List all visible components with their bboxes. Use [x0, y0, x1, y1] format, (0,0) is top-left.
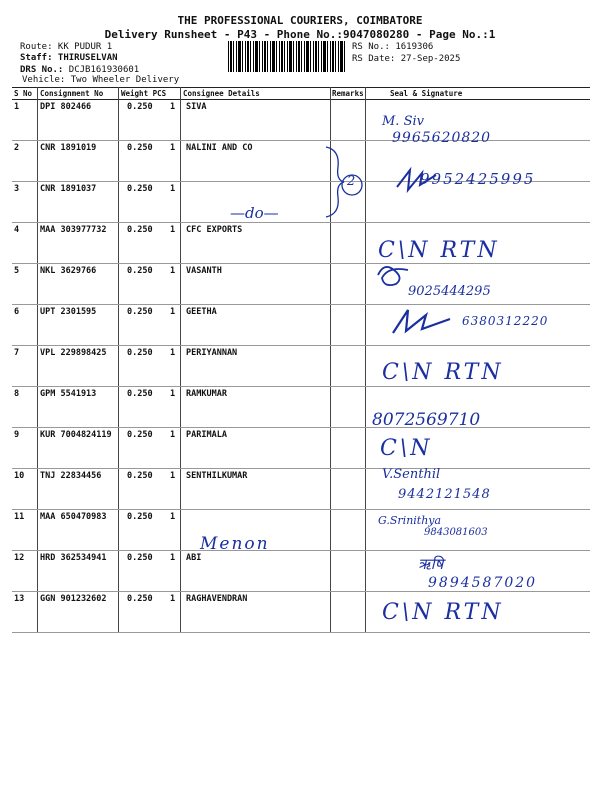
col-header-remarks: Remarks [332, 89, 364, 98]
row-divider [12, 222, 590, 223]
row-consignment-no: NKL 3629766 [40, 266, 97, 276]
drs-label: DRS No.: [20, 65, 64, 75]
col-header-sno: S No [14, 89, 33, 98]
remark-cn-rtn-row4: C\N RTN [378, 238, 500, 263]
signature-row11: G.Srinithya [378, 514, 442, 527]
row-sno: 6 [14, 307, 20, 317]
table-top-rule [12, 87, 590, 88]
row-pcs: 1 [170, 471, 176, 481]
rs-number: RS No.: 1619306 [352, 42, 434, 52]
row-weight: 0.250 [127, 143, 153, 153]
remark-cn-row9: C\N [380, 436, 433, 461]
row-consignment-no: KUR 7004824119 [40, 430, 112, 440]
row-sno: 5 [14, 266, 20, 276]
row-sno: 2 [14, 143, 20, 153]
row-divider [12, 427, 590, 428]
row-sno: 12 [14, 553, 25, 563]
signature-row1: M. Siv [382, 114, 424, 129]
row-sno: 4 [14, 225, 20, 235]
route-label: Route: KK PUDUR 1 [20, 42, 113, 52]
row-weight: 0.250 [127, 430, 153, 440]
row-weight: 0.250 [127, 348, 153, 358]
handwritten-name-menon: Menon [200, 534, 270, 554]
row-weight: 0.250 [127, 102, 153, 112]
row-weight: 0.250 [127, 225, 153, 235]
row-consignment-no: DPI 802466 [40, 102, 92, 112]
row-divider [12, 304, 590, 305]
row-sno: 11 [14, 512, 25, 522]
col-header-weight-pcs: Weight PCS [121, 89, 167, 98]
row-pcs: 1 [170, 225, 176, 235]
row-pcs: 1 [170, 266, 176, 276]
rs-date: RS Date: 27-Sep-2025 [352, 54, 461, 64]
ditto-mark: —do— [230, 204, 279, 222]
row-weight: 0.250 [127, 184, 153, 194]
row-consignee: VASANTH [186, 266, 222, 276]
row-divider [12, 386, 590, 387]
row-weight: 0.250 [127, 266, 153, 276]
row-consignment-no: VPL 229898425 [40, 348, 107, 358]
row-weight: 0.250 [127, 471, 153, 481]
row-consignment-no: TNJ 22834456 [40, 471, 102, 481]
handwritten-phone-row1: 9965620820 [392, 130, 492, 146]
row-consignee: GEETHA [186, 307, 217, 317]
row-consignee: PERIYANNAN [186, 348, 238, 358]
row-consignment-no: MAA 303977732 [40, 225, 107, 235]
row-consignment-no: CNR 1891019 [40, 143, 97, 153]
row-sno: 9 [14, 430, 20, 440]
row-sno: 3 [14, 184, 20, 194]
row-divider [12, 263, 590, 264]
row-pcs: 1 [170, 512, 176, 522]
row-sno: 8 [14, 389, 20, 399]
row-sno: 13 [14, 594, 25, 604]
row-pcs: 1 [170, 307, 176, 317]
barcode-image [228, 41, 346, 72]
vehicle-label: Vehicle: Two Wheeler Delivery [22, 75, 180, 85]
row-sno: 7 [14, 348, 20, 358]
drs-value: DCJB161930601 [68, 65, 140, 75]
row-consignee: SIVA [186, 102, 207, 112]
row-consignee: PARIMALA [186, 430, 227, 440]
remark-cn-rtn-row13: C\N RTN [382, 600, 504, 625]
row-consignee: RAMKUMAR [186, 389, 227, 399]
col-header-seal: Seal & Signature [390, 89, 463, 98]
drs-number [20, 65, 139, 75]
col-header-consignment: Consignment No [40, 89, 104, 98]
staff-label: Staff: THIRUSELVAN [20, 53, 118, 63]
row-pcs: 1 [170, 594, 176, 604]
row-consignee: CFC EXPORTS [186, 225, 243, 235]
col-header-consignee: Consignee Details [183, 89, 260, 98]
handwritten-phone-row8: 8072569710 [372, 410, 481, 430]
signature-row12: ऋषि [418, 555, 444, 573]
row-pcs: 1 [170, 389, 176, 399]
row-divider [12, 591, 590, 592]
row-consignment-no: UPT 2301595 [40, 307, 97, 317]
row-consignment-no: CNR 1891037 [40, 184, 97, 194]
row-sno: 1 [14, 102, 20, 112]
row-divider [12, 468, 590, 469]
row-weight: 0.250 [127, 307, 153, 317]
signature-row10: V.Senthil [382, 467, 441, 482]
row-consignment-no: MAA 650470983 [40, 512, 107, 522]
row-sno: 10 [14, 471, 25, 481]
header-bottom-rule [12, 99, 590, 100]
row-pcs: 1 [170, 143, 176, 153]
circled-number: 2 [347, 174, 356, 189]
row-pcs: 1 [170, 102, 176, 112]
handwritten-phone-row10: 9442121548 [398, 487, 491, 502]
row-divider [12, 140, 590, 141]
row-pcs: 1 [170, 430, 176, 440]
runsheet-title: Delivery Runsheet - P43 - Phone No.:9047080280 - Page No.:1 [104, 28, 496, 41]
row-pcs: 1 [170, 184, 176, 194]
row-pcs: 1 [170, 348, 176, 358]
row-consignment-no: GPM 5541913 [40, 389, 97, 399]
handwritten-phone-row6: 6380312220 [462, 314, 549, 328]
signature-scribble [388, 305, 458, 340]
row-divider [12, 632, 590, 633]
row-weight: 0.250 [127, 594, 153, 604]
handwritten-phone-row3: 9952425995 [420, 170, 536, 188]
row-weight: 0.250 [127, 389, 153, 399]
row-consignee: SENTHILKUMAR [186, 471, 248, 481]
handwritten-phone-row11: 9843081603 [424, 527, 488, 538]
row-divider [12, 345, 590, 346]
row-consignment-no: HRD 362534941 [40, 553, 107, 563]
handwritten-phone-row5: 9025444295 [408, 284, 491, 299]
row-weight: 0.250 [127, 553, 153, 563]
handwritten-phone-row12: 9894587020 [428, 575, 538, 591]
row-consignment-no: GGN 901232602 [40, 594, 107, 604]
row-consignee: ABI [186, 553, 202, 563]
remark-cn-rtn-row7: C\N RTN [382, 360, 504, 385]
row-divider [12, 550, 590, 551]
row-weight: 0.250 [127, 512, 153, 522]
row-consignee: NALINI AND CO [186, 143, 253, 153]
company-title: THE PROFESSIONAL COURIERS, COIMBATORE [177, 14, 423, 27]
row-divider [12, 509, 590, 510]
row-consignee: RAGHAVENDRAN [186, 594, 248, 604]
row-pcs: 1 [170, 553, 176, 563]
